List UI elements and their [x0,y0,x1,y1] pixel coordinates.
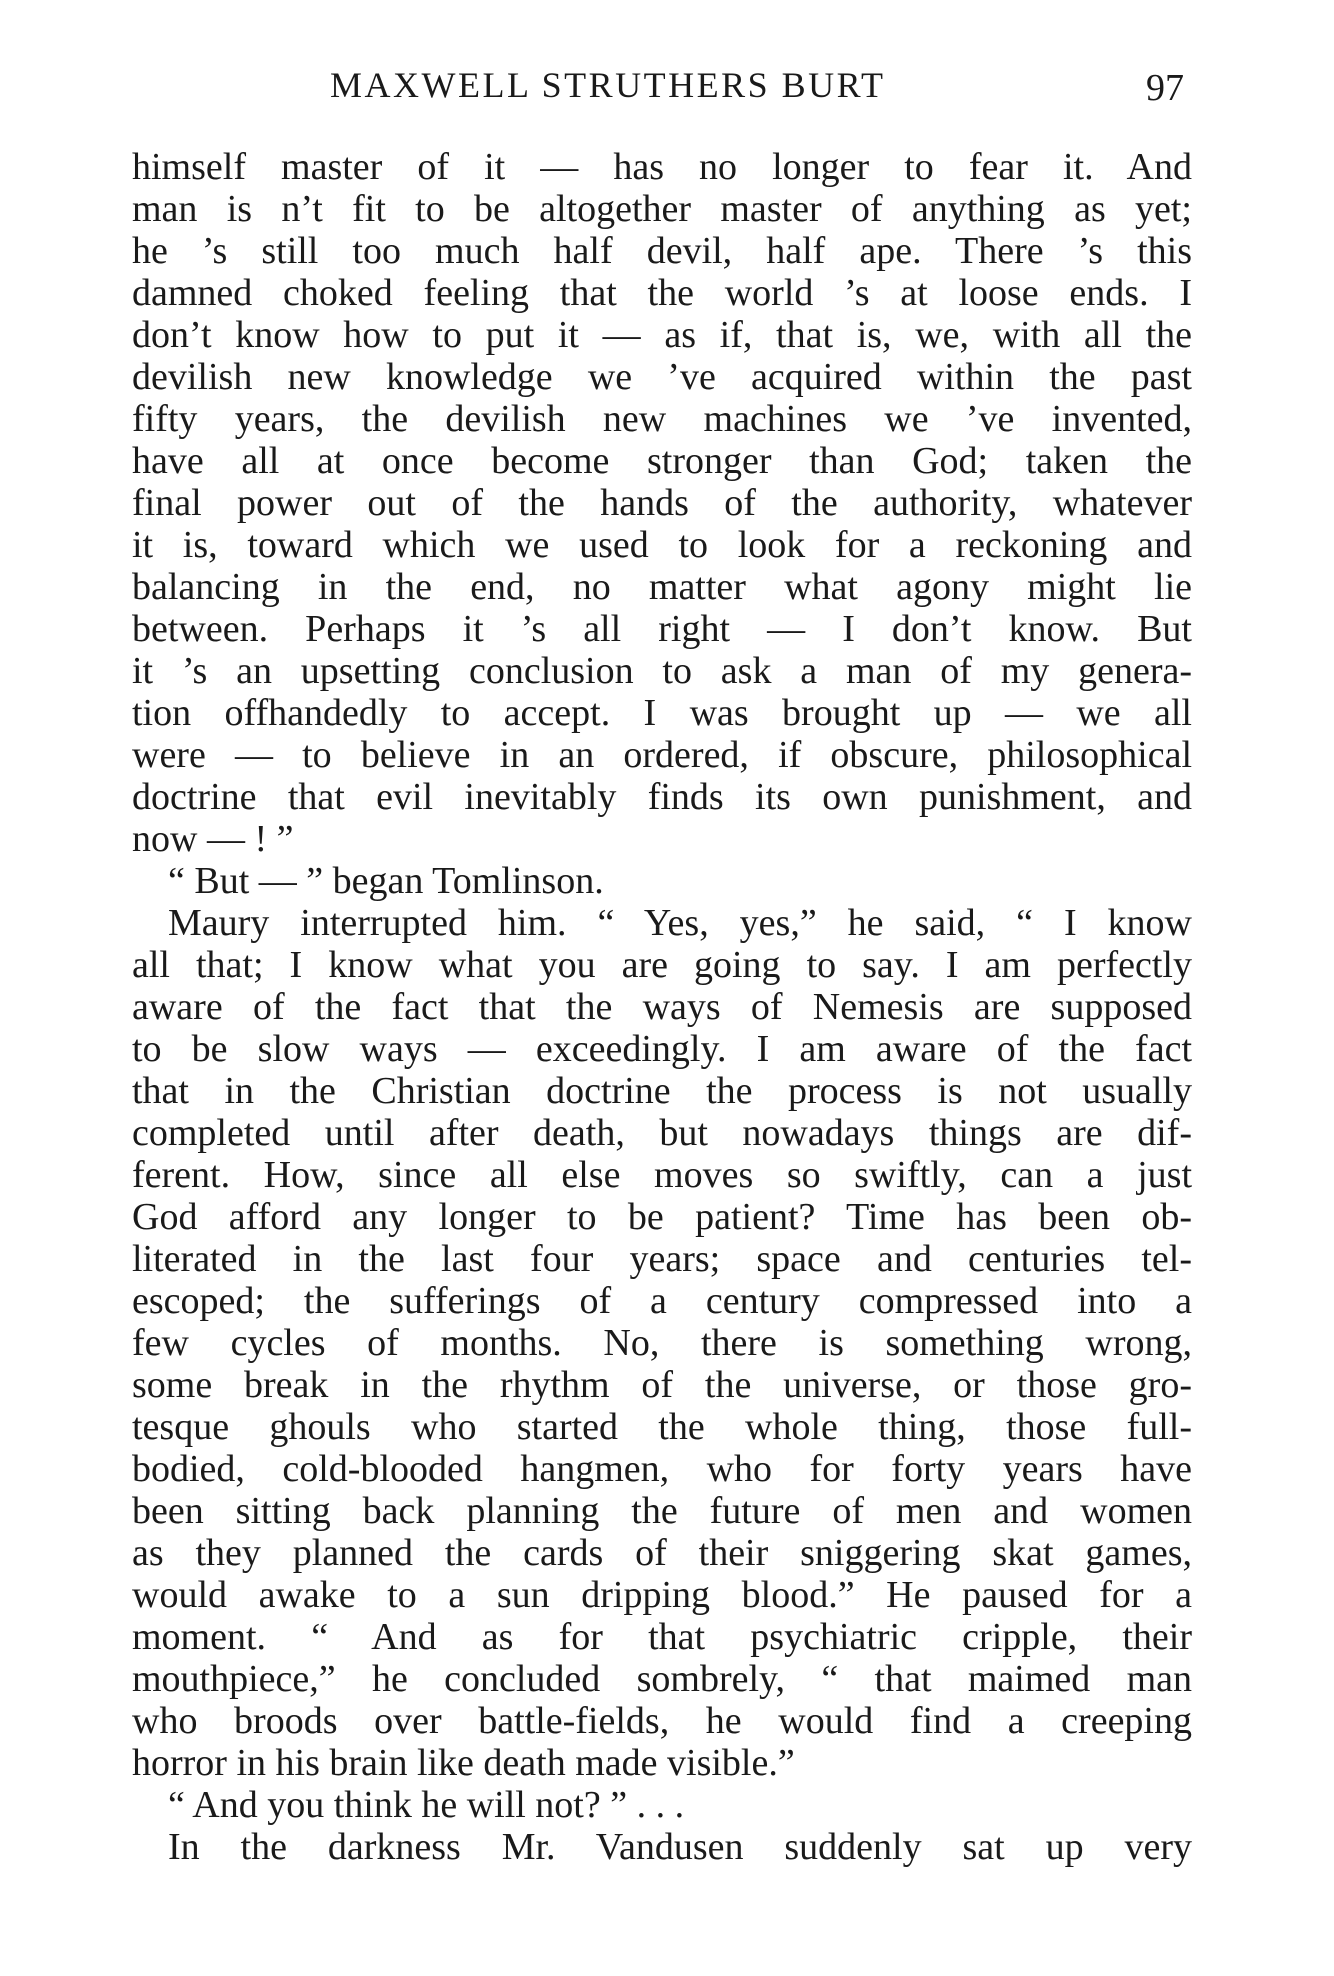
text-line: himself master of it — has no longer to fear it. And [132,146,1192,188]
text-line: “ And you think he will not? ” . . . [168,1784,685,1826]
text-line: now — ! ” [132,818,294,860]
text-line: God afford any longer to be patient? Time has been ob- [132,1196,1192,1238]
text-line: devilish new knowledge we ’ve acquired within the past [132,356,1192,398]
text-line: mouthpiece,” he concluded sombrely, “ that maimed man [132,1658,1192,1700]
text-line: tion offhandedly to accept. I was brought up — we all [132,692,1192,734]
text-line: damned choked feeling that the world ’s at loose ends. I [132,272,1192,314]
text-line: been sitting back planning the future of men and women [132,1490,1192,1532]
text-line: were — to believe in an ordered, if obscure, philosophical [132,734,1192,776]
text-line: it ’s an upsetting conclusion to ask a man of my genera- [132,650,1192,692]
body-text [132,146,1192,1868]
text-line: Maury interrupted him. “ Yes, yes,” he said, “ I know [168,902,1192,944]
text-line: that in the Christian doctrine the process is not usually [132,1070,1192,1112]
text-line: would awake to a sun dripping blood.” He paused for a [132,1574,1192,1616]
text-line: don’t know how to put it — as if, that is, we, with all the [132,314,1192,356]
text-line: moment. “ And as for that psychiatric cripple, their [132,1616,1192,1658]
text-line: to be slow ways — exceedingly. I am aware of the fact [132,1028,1192,1070]
text-line: he ’s still too much half devil, half ape. There ’s this [132,230,1192,272]
text-line: In the darkness Mr. Vandusen suddenly sat up very [168,1826,1192,1868]
text-line: completed until after death, but nowadays things are dif- [132,1112,1192,1154]
text-line: escoped; the sufferings of a century compressed into a [132,1280,1192,1322]
text-line: “ But — ” began Tomlinson. [168,860,604,902]
text-line: have all at once become stronger than God; taken the [132,440,1192,482]
text-line: doctrine that evil inevitably finds its own punishment, and [132,776,1192,818]
text-line: man is n’t fit to be altogether master of anything as yet; [132,188,1192,230]
text-line: tesque ghouls who started the whole thing, those full- [132,1406,1192,1448]
text-line: ferent. How, since all else moves so swiftly, can a just [132,1154,1192,1196]
page-number: 97 [1146,67,1184,109]
running-title: MAXWELL STRUTHERS BURT [330,65,886,105]
text-line: aware of the fact that the ways of Nemesis are supposed [132,986,1192,1028]
text-line: few cycles of months. No, there is something wrong, [132,1322,1192,1364]
text-line: literated in the last four years; space and centuries tel- [132,1238,1192,1280]
text-line: between. Perhaps it ’s all right — I don’t know. But [132,608,1192,650]
text-line: balancing in the end, no matter what agony might lie [132,566,1192,608]
text-line: fifty years, the devilish new machines we ’ve invented, [132,398,1192,440]
text-line: it is, toward which we used to look for a reckoning and [132,524,1192,566]
running-head [0,64,1334,114]
text-line: some break in the rhythm of the universe, or those gro- [132,1364,1192,1406]
text-line: who broods over battle-fields, he would find a creeping [132,1700,1192,1742]
text-line: as they planned the cards of their sniggering skat games, [132,1532,1192,1574]
text-line: all that; I know what you are going to say. I am perfectly [132,944,1192,986]
text-line: horror in his brain like death made visible.” [132,1742,795,1784]
text-line: bodied, cold-blooded hangmen, who for forty years have [132,1448,1192,1490]
text-line: final power out of the hands of the authority, whatever [132,482,1192,524]
